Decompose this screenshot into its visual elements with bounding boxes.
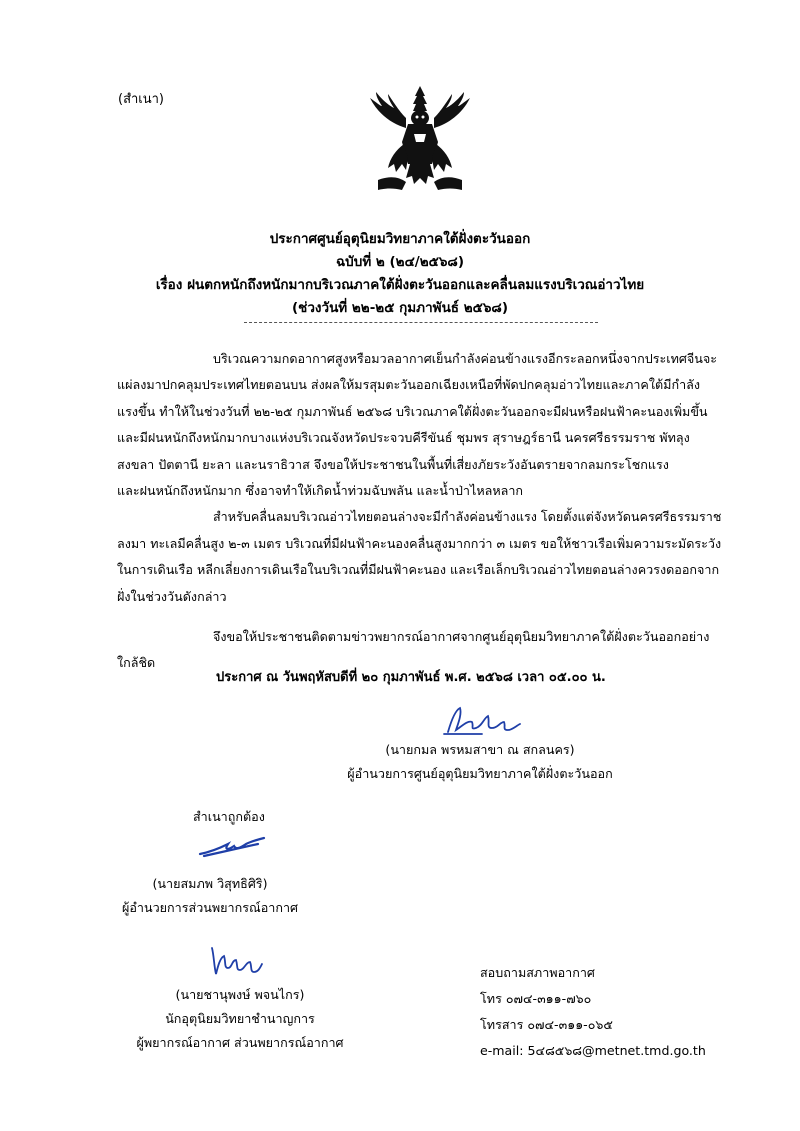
announcement-period: (ช่วงวันที่ ๒๒-๒๕ กุมภาพันธ์ ๒๕๖๘) bbox=[291, 300, 509, 316]
announcement-header bbox=[0, 228, 800, 320]
body-line: สงขลา ปัตตานี ยะลา และนราธิวาส จึงขอให้ประชาชนในพื้นที่เสี่ยงภัยระวังอันตรายจากลมกระโชกแรง bbox=[117, 456, 669, 472]
body-line: และมีฝนหนักถึงหนักมากบางแห่งบริเวณจังหวัดประจวบคีรีขันธ์ ชุมพร สุราษฎร์ธานี นครศรีธรรมราช พัทลุง bbox=[117, 430, 690, 446]
announcement-number: ฉบับที่ ๒ (๒๔/๒๕๖๘) bbox=[335, 254, 465, 270]
contact-block bbox=[480, 960, 706, 1064]
body-line: และฝนหนักถึงหนักมาก ซึ่งอาจทำให้เกิดน้ำท่วมฉับพลัน และน้ำป่าไหลหลาก bbox=[117, 483, 524, 499]
issue-date-line: ประกาศ ณ วันพฤหัสบดีที่ ๒๐ กุมภาพันธ์ พ.ศ. ๒๕๖๘ เวลา ๐๕.๐๐ น. bbox=[216, 670, 606, 685]
body-line: ฝั่งในช่วงวันดังกล่าว bbox=[117, 588, 227, 604]
garuda-emblem-icon bbox=[368, 84, 472, 194]
copy-label: (สำเนา) bbox=[118, 92, 165, 107]
forecaster-signature-icon bbox=[206, 944, 264, 978]
body-line: ลงมา ทะเลมีคลื่นสูง ๒-๓ เมตร บริเวณที่มีฝนฟ้าคะนองคลื่นสูงมากกว่า ๓ เมตร ขอให้ชาวเรือเพิ่มความระมัดระวัง bbox=[117, 535, 722, 551]
announcement-subject: เรื่อง ฝนตกหนักถึงหนักมากบริเวณภาคใต้ฝั่งตะวันออกและคลื่นลมแรงบริเวณอ่าวไทย bbox=[155, 277, 645, 293]
announcement-body bbox=[117, 346, 721, 677]
body-line: แผ่ลงมาปกคลุมประเทศไทยตอนบน ส่งผลให้มรสุมตะวันออกเฉียงเหนือที่พัดปกคลุมอ่าวไทยและภาคใต้มีกำลัง bbox=[117, 377, 701, 393]
body-line: จึงขอให้ประชาชนติดตามข่าวพยากรณ์อากาศจากศูนย์อุตุนิยมวิทยาภาคใต้ฝั่งตะวันออกอย่าง bbox=[213, 629, 710, 645]
contact-fax: โทรสาร ๐๗๔-๓๑๑-๐๖๕ bbox=[480, 1017, 613, 1032]
contact-phone: โทร ๐๗๔-๓๑๑-๗๖๐ bbox=[480, 991, 592, 1006]
director-block bbox=[330, 738, 630, 786]
forecaster-title: นักอุตุนิยมวิทยาชำนาญการ bbox=[165, 1011, 315, 1026]
body-line: บริเวณความกดอากาศสูงหรือมวลอากาศเย็นกำลังค่อนข้างแรงอีกระลอกหนึ่งจากประเทศจีนจะ bbox=[213, 351, 718, 366]
director-name: (นายกมล พรหมสาขา ณ สกลนคร) bbox=[385, 742, 575, 757]
announcement-title: ประกาศศูนย์อุตุนิยมวิทยาภาคใต้ฝั่งตะวันออก bbox=[269, 231, 531, 247]
contact-email: e-mail: 5๔๘๕๖๘@metnet.tmd.go.th bbox=[480, 1043, 706, 1058]
certifier-name: (นายสมภพ วิสุทธิศิริ) bbox=[152, 876, 268, 891]
forecaster-name: (นายชานุพงษ์ พจนไกร) bbox=[175, 987, 305, 1002]
certified-copy-label: สำเนาถูกต้อง bbox=[193, 809, 265, 824]
certifier-signature-icon bbox=[198, 834, 266, 860]
body-line: ในการเดินเรือ หลีกเลี่ยงการเดินเรือในบริเวณที่มีฝนฟ้าคะนอง และเรือเล็กบริเวณอ่าวไทยตอนล่างควรงดออกจาก bbox=[117, 562, 720, 578]
forecaster-block bbox=[96, 983, 384, 1055]
certifier-title: ผู้อำนวยการส่วนพยากรณ์อากาศ bbox=[121, 900, 299, 915]
body-line: สำหรับคลื่นลมบริเวณอ่าวไทยตอนล่างจะมีกำลังค่อนข้างแรง โดยตั้งแต่จังหวัดนครศรีธรรมราช bbox=[213, 509, 722, 525]
certifier-block bbox=[100, 872, 320, 920]
director-signature-icon bbox=[442, 704, 524, 738]
body-line: แรงขึ้น ทำให้ในช่วงวันที่ ๒๒-๒๕ กุมภาพันธ์ ๒๕๖๘ บริเวณภาคใต้ฝั่งตะวันออกจะมีฝนหรือฝนฟ้าคะนองเพิ่มขึ้น bbox=[117, 403, 708, 419]
dashed-divider bbox=[244, 322, 598, 323]
director-title: ผู้อำนวยการศูนย์อุตุนิยมวิทยาภาคใต้ฝั่งตะวันออก bbox=[347, 766, 613, 781]
body-line: ใกล้ชิด bbox=[117, 655, 156, 671]
forecaster-unit: ผู้พยากรณ์อากาศ ส่วนพยากรณ์อากาศ bbox=[136, 1035, 344, 1050]
contact-heading: สอบถามสภาพอากาศ bbox=[480, 965, 595, 980]
